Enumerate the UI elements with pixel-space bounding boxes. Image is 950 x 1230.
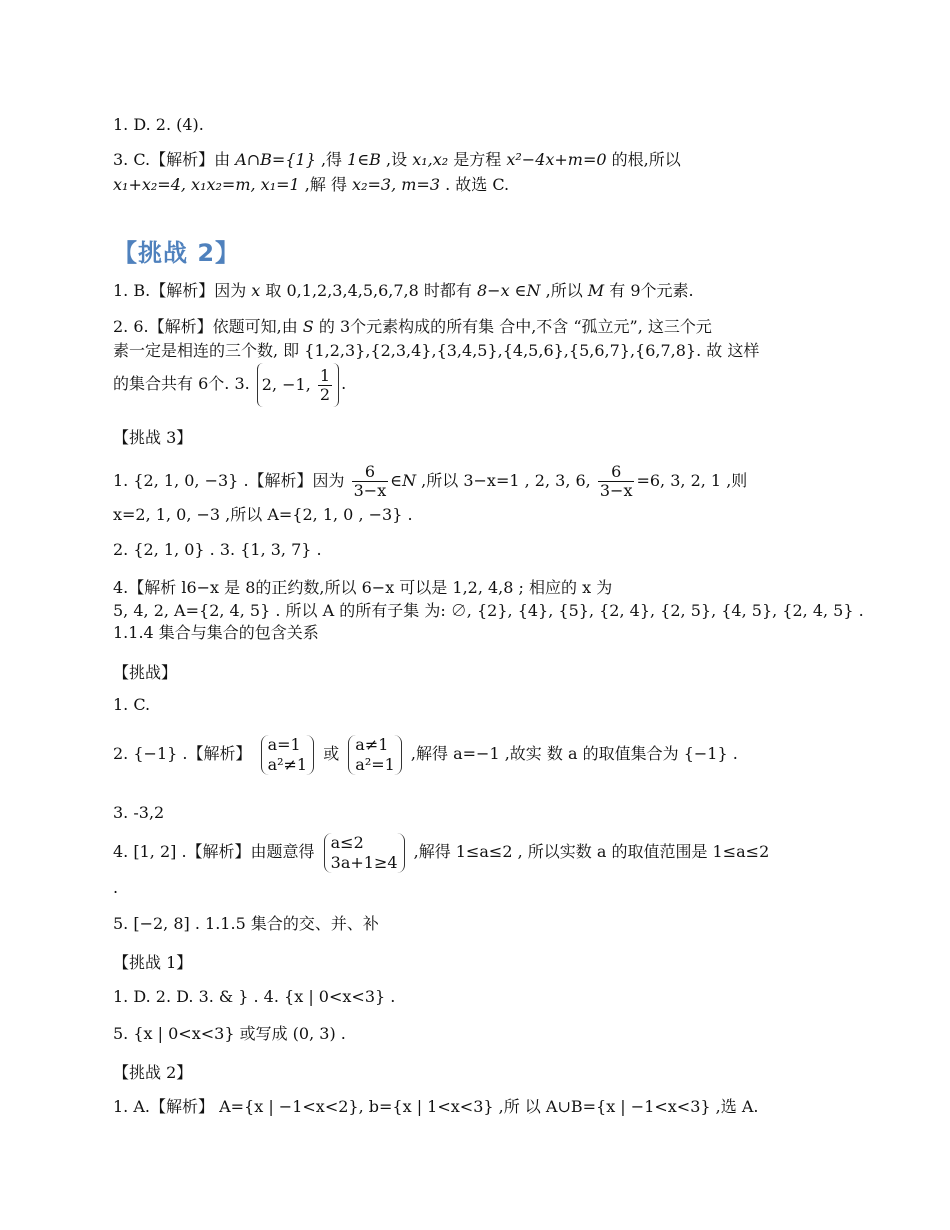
fraction [598, 463, 635, 500]
text: 1. B.【解析】因为 [113, 281, 252, 300]
answer-line [113, 730, 738, 778]
answer-line: 素一定是相连的三个数, 即 {1,2,3},{2,3,4},{3,4,5},{4,5,6},{5,6,7},{6,7,8}. 故 这样 [113, 341, 760, 360]
answer-line: 2. {2, 1, 0} . 3. {1, 3, 7} . [113, 540, 322, 559]
answer-line: 1.1.4 集合与集合的包含关系 [113, 623, 319, 642]
text: ,得 [315, 150, 348, 169]
inequality: 3a+1≥4 [330, 852, 398, 872]
answer-line [113, 828, 769, 876]
math: x [251, 281, 261, 300]
answer-line: 5. {x | 0<x<3} 或写成 (0, 3) . [113, 1024, 346, 1043]
equation: a²=1 [355, 754, 395, 774]
text: =6, 3, 2, 1 ,则 [636, 471, 748, 490]
numerator: 1 [319, 365, 331, 385]
math: ∈N [390, 471, 417, 490]
text: 3. C.【解析】由 [113, 150, 236, 169]
answer-line: 1. A.【解析】 A={x | −1<x<2}, b={x | 1<x<3} ,所 以 A∪B={x | −1<x<3} ,选 A. [113, 1097, 759, 1116]
numerator: 6 [598, 463, 635, 482]
math: x₁+x₂=4, x₁x₂=m, x₁=1 [113, 175, 300, 194]
text: 取 0,1,2,3,4,5,6,7,8 时都有 [260, 281, 477, 300]
math: A∩B={1} [235, 150, 316, 169]
text: 是方程 [448, 150, 507, 169]
text: ,所以 [540, 281, 588, 300]
denominator: 3−x [599, 481, 633, 500]
equation-system [348, 735, 402, 775]
text: . [341, 374, 347, 393]
math: M [587, 281, 605, 300]
equation: a≠1 [355, 734, 389, 754]
text: 的 3个元素构成的所有集 合中,不含 “孤立元”, 这三个元 [313, 317, 712, 336]
fraction [352, 463, 389, 500]
text: ,解 得 [299, 175, 353, 194]
answer-line [113, 281, 694, 301]
answer-line [113, 175, 509, 195]
math: 1∈B [347, 150, 381, 169]
text: 4. [1, 2] .【解析】由题意得 [113, 842, 320, 861]
answer-line [113, 317, 712, 337]
answer-line: 5. [−2, 8] . 1.1.5 集合的交、并、补 [113, 914, 379, 933]
answer-line [113, 362, 346, 407]
answer-line: 1. D. 2. D. 3. & } . 4. {x | 0<x<3} . [113, 987, 396, 1006]
text: ,所以 3−x=1 , 2, 3, 6, [416, 471, 596, 490]
text: 的根,所以 [606, 150, 681, 169]
text: 2. {−1} .【解析】 [113, 744, 257, 763]
equation: a=1 [267, 734, 301, 754]
text: 的集合共有 6个. 3. [113, 374, 255, 393]
answer-line [113, 150, 681, 170]
text: ,解得 a=−1 ,故实 数 a 的取值集合为 {−1} . [405, 744, 738, 763]
math: x₁,x₂ [412, 150, 449, 169]
section-heading: 【挑战 3】 [113, 428, 193, 447]
text: ,设 [380, 150, 413, 169]
answer-line: . [113, 878, 119, 897]
math: x₂=3, m=3 [352, 175, 440, 194]
equation: a²≠1 [267, 754, 308, 774]
answer-line: 1. C. [113, 695, 151, 714]
set-bracket [257, 363, 339, 407]
answer-line: x=2, 1, 0, −3 ,所以 A={2, 1, 0 , −3} . [113, 505, 413, 524]
section-heading: 【挑战 2】 [113, 239, 241, 267]
answer-line: 5, 4, 2, A={2, 4, 5} . 所以 A 的所有子集 为: ∅, {2}, {4}, {5}, {2, 4}, {2, 5}, {4, 5}, {2, 4, 5} . [113, 601, 864, 620]
math: S [302, 317, 314, 336]
answer-line: 3. -3,2 [113, 803, 165, 822]
answer-line: 4.【解析 l6−x 是 8的正约数,所以 6−x 可以是 1,2, 4,8 ; 相应的 x 为 [113, 578, 613, 597]
text: 1. {2, 1, 0, −3} .【解析】因为 [113, 471, 350, 490]
fraction [318, 367, 332, 404]
section-heading: 【挑战 2】 [113, 1063, 193, 1082]
text: 或 [318, 744, 345, 763]
math: x²−4x+m=0 [506, 150, 607, 169]
text: ,解得 1≤a≤2 , 所以实数 a 的取值范围是 1≤a≤2 [408, 842, 770, 861]
text: 2, −1, [261, 374, 316, 394]
answer-line: 1. D. 2. (4). [113, 115, 204, 134]
section-heading: 【挑战】 [113, 663, 178, 682]
section-heading: 【挑战 1】 [113, 953, 193, 972]
equation-system [261, 735, 315, 775]
inequality: a≤2 [330, 832, 364, 852]
denominator: 2 [319, 384, 331, 404]
answer-line [113, 458, 747, 504]
text: 2. 6.【解析】依题可知,由 [113, 317, 303, 336]
denominator: 3−x [353, 481, 387, 500]
numerator: 6 [352, 463, 389, 482]
text: . 故选 C. [440, 175, 510, 194]
inequality-system [324, 833, 405, 873]
math: 8−x ∈N [476, 281, 541, 300]
text: 有 9个元素. [604, 281, 694, 300]
